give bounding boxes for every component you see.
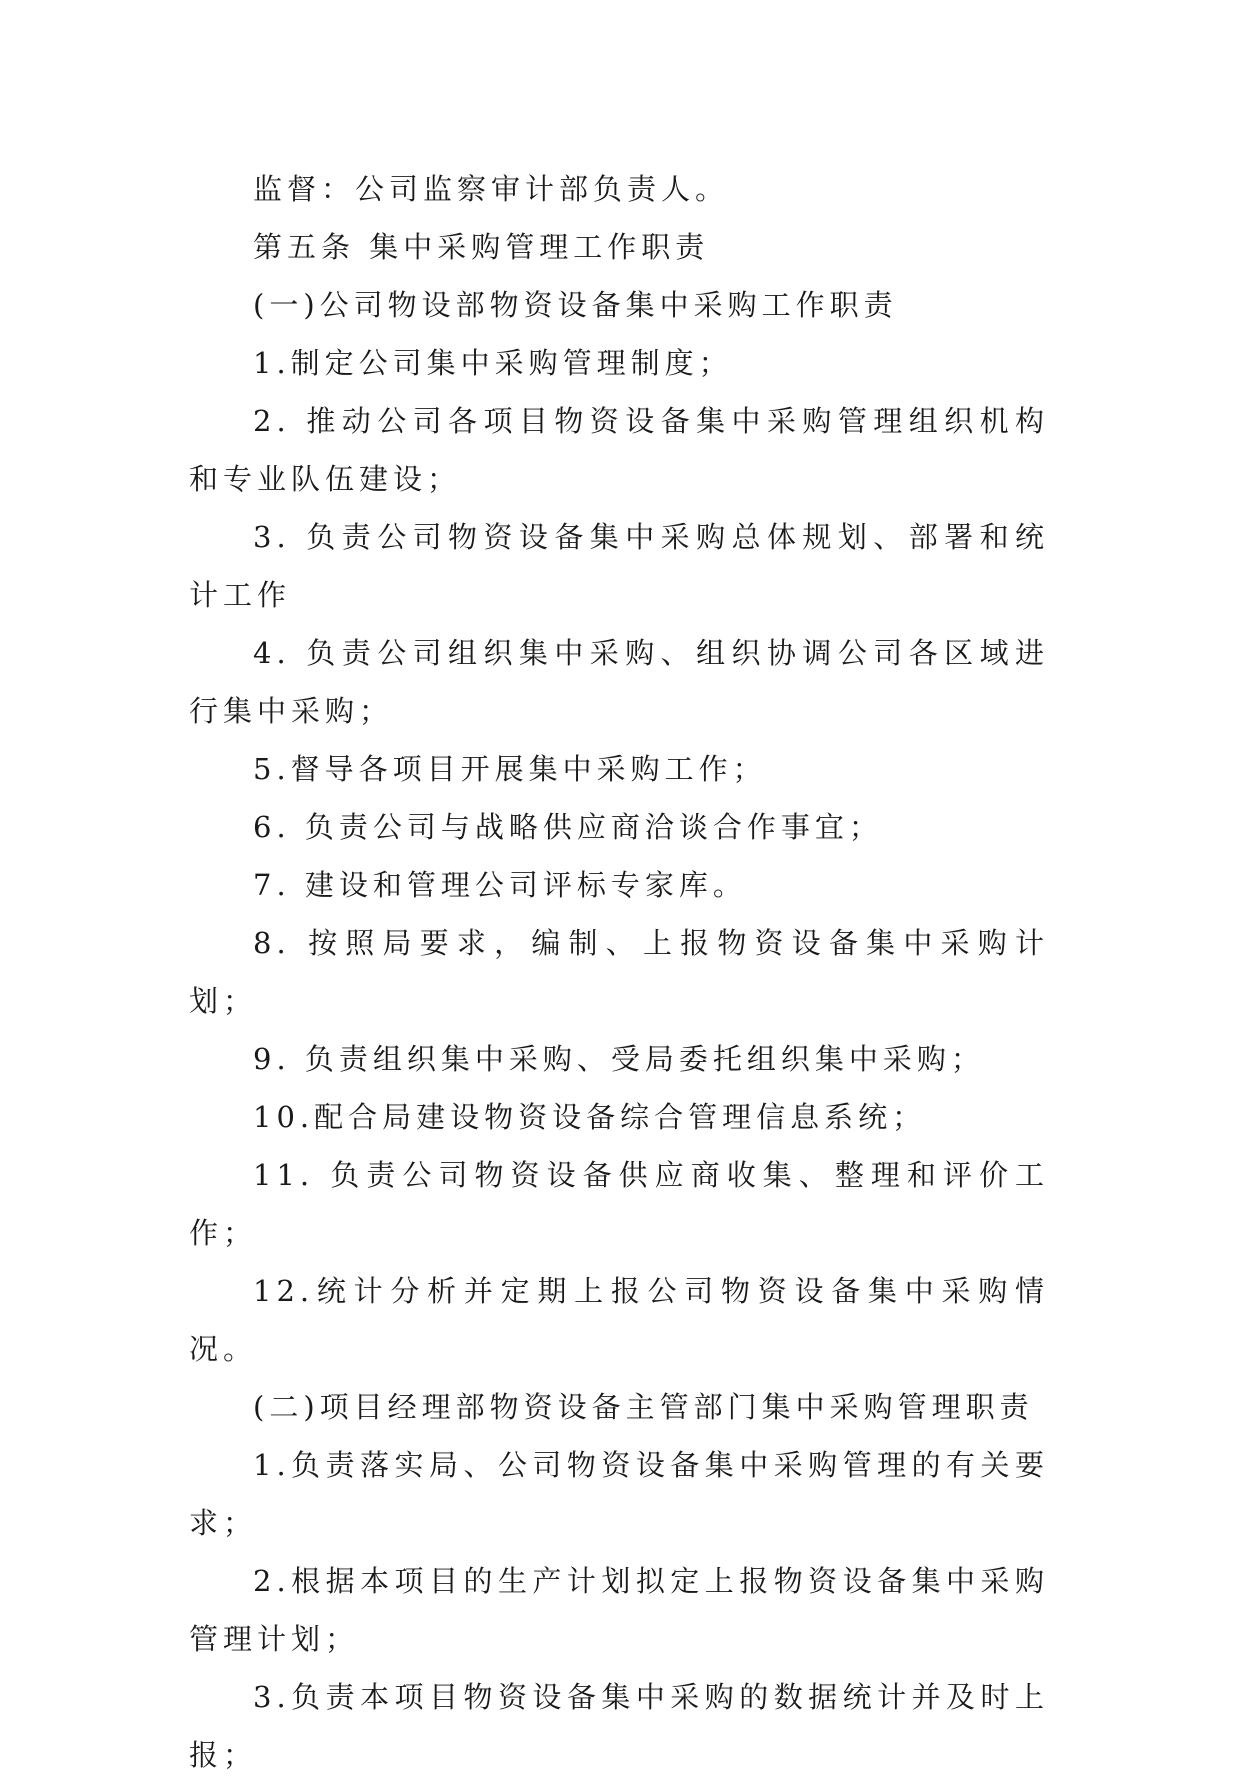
document-body: [189, 160, 1049, 1784]
paragraph-article-five: 第五条 集中采购管理工作职责: [253, 230, 710, 264]
paragraph-item-12: 12.统计分析并定期上报公司物资设备集中采购情况。: [189, 1274, 1049, 1366]
paragraph-item-11: 11. 负责公司物资设备供应商收集、整理和评价工作；: [189, 1158, 1049, 1250]
paragraph-section-two-heading: (二)项目经理部物资设备主管部门集中采购管理职责: [253, 1390, 1034, 1424]
paragraph-item-6: 6. 负责公司与战略供应商洽谈合作事宜；: [253, 810, 883, 844]
paragraph-item-5: 5.督导各项目开展集中采购工作；: [253, 752, 767, 786]
paragraph-item-1: 1.制定公司集中采购管理制度；: [253, 346, 733, 380]
paragraph-item-9: 9. 负责组织集中采购、受局委托组织集中采购；: [253, 1042, 985, 1076]
paragraph-item-7: 7. 建设和管理公司评标专家库。: [253, 868, 747, 902]
paragraph-item-10: 10.配合局建设物资设备综合管理信息系统；: [253, 1100, 927, 1134]
paragraph-supervision: 监督：公司监察审计部负责人。: [253, 172, 730, 206]
paragraph-item-2: 2. 推动公司各项目物资设备集中采购管理组织机构和专业队伍建设；: [189, 404, 1049, 496]
paragraph-project-item-2: 2.根据本项目的生产计划拟定上报物资设备集中采购管理计划；: [189, 1564, 1049, 1656]
paragraph-item-8: 8. 按照局要求，编制、上报物资设备集中采购计划；: [189, 926, 1049, 1018]
paragraph-project-item-1: 1.负责落实局、公司物资设备集中采购管理的有关要求；: [189, 1448, 1049, 1540]
paragraph-item-4: 4. 负责公司组织集中采购、组织协调公司各区域进行集中采购；: [189, 636, 1049, 728]
paragraph-project-item-3: 3.负责本项目物资设备集中采购的数据统计并及时上报；: [189, 1680, 1049, 1772]
paragraph-section-one-heading: (一)公司物设部物资设备集中采购工作职责: [253, 288, 898, 322]
paragraph-item-3: 3. 负责公司物资设备集中采购总体规划、部署和统计工作: [189, 520, 1049, 612]
